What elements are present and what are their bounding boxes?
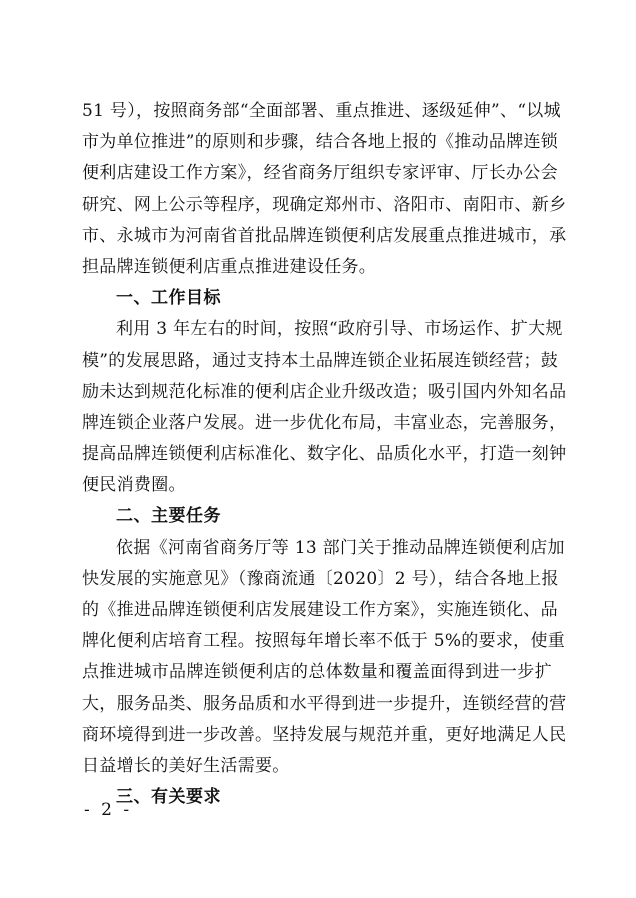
document-body (82, 96, 567, 813)
body-line: 市、永城市为河南省首批品牌连锁便利店发展重点推进城市，承 (82, 225, 567, 246)
body-line: 市为单位推进”的原则和步骤，结合各地上报的《推动品牌连锁 (82, 132, 559, 153)
body-line: 研究、网上公示等程序，现确定郑州市、洛阳市、南阳市、新乡 (82, 194, 567, 215)
body-line: 51 号），按照商务部“全面部署、重点推进、逐级延伸”、“以城 (82, 101, 561, 121)
body-line: 便民消费圈。 (82, 475, 186, 496)
section-heading-tasks: 二、主要任务 (116, 506, 221, 527)
body-line: 日益增长的美好生活需要。 (82, 755, 290, 776)
body-line: 快发展的实施意见》（豫商流通〔2020〕2 号），结合各地上报 (82, 568, 559, 589)
body-line: 利用 3 年左右的时间，按照“政府引导、市场运作、扩大规 (116, 319, 563, 340)
body-line: 模”的发展思路，通过支持本土品牌连锁企业拓展连锁经营；鼓 (82, 350, 559, 371)
body-line: 大，服务品类、服务品质和水平得到进一步提升，连锁经营的营 (82, 693, 567, 714)
section-heading-goals: 一、工作目标 (116, 288, 221, 309)
body-line: 牌化便利店培育工程。按照每年增长率不低于 5%的要求，使重 (82, 631, 566, 652)
body-line: 牌连锁企业落户发展。进一步优化布局，丰富业态，完善服务， (82, 412, 567, 433)
body-line: 的《推进品牌连锁便利店发展建设工作方案》，实施连锁化、品 (82, 600, 558, 620)
body-line: 点推进城市品牌连锁便利店的总体数量和覆盖面得到进一步扩 (82, 662, 552, 683)
section-heading-requirements: 三、有关要求 (116, 787, 221, 808)
body-line: 商环境得到进一步改善。坚持发展与规范并重，更好地满足人民 (82, 724, 567, 745)
body-line: 依据《河南省商务厅等 13 部门关于推动品牌连锁便利店加 (116, 537, 565, 558)
body-line: 励未达到规范化标准的便利店企业升级改造；吸引国内外知名品 (82, 381, 567, 402)
body-line: 提高品牌连锁便利店标准化、数字化、品质化水平，打造一刻钟 (82, 444, 567, 465)
body-line: 担品牌连锁便利店重点推进建设任务。 (82, 256, 377, 277)
page-number: - 2 - (84, 800, 133, 820)
body-line: 便利店建设工作方案》，经省商务厅组织专家评审、厅长办公会 (82, 163, 558, 184)
